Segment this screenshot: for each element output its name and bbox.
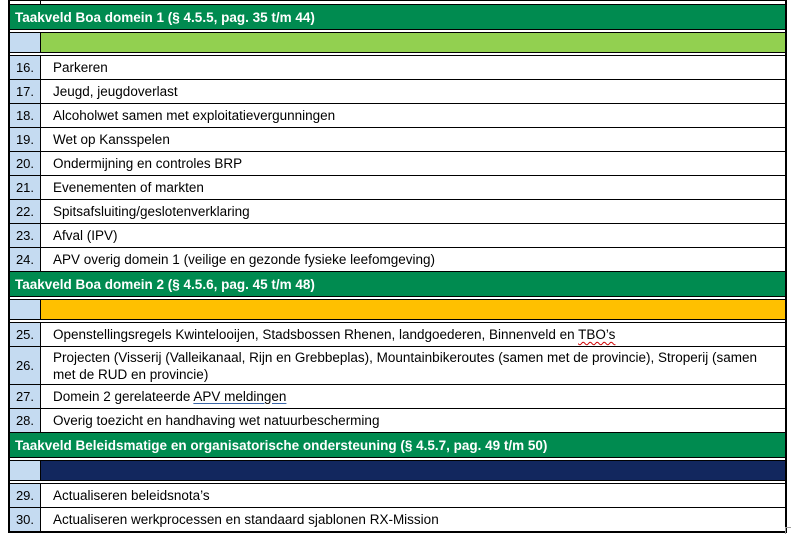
- row-number: 25.: [10, 323, 41, 346]
- row-number: 29.: [10, 484, 41, 507]
- spellcheck-underlined-word: TBO’s: [578, 327, 616, 342]
- table-row: [10, 507, 785, 531]
- row-text: Projecten (Visserij (Valleikanaal, Rijn en Grebbeplas), Mountainbikeroutes (samen met de provincie), Stroperij (samen met de RUD en provincie): [53, 349, 758, 382]
- row-number: 20.: [10, 152, 41, 175]
- table-row: [10, 408, 785, 432]
- row-number: 23.: [10, 224, 41, 247]
- row-text: Parkeren: [53, 60, 108, 75]
- band-color-cell-light-green: [41, 33, 785, 52]
- row-number: 16.: [10, 56, 41, 79]
- table-row: [10, 151, 785, 175]
- sliver-text-cell: [41, 1, 785, 4]
- row-text: Actualiseren werkprocessen en standaard sjablonen RX-Mission: [53, 512, 439, 527]
- row-text: Jeugd, jeugdoverlast: [53, 84, 178, 99]
- table-row: [10, 322, 785, 346]
- row-number: 21.: [10, 176, 41, 199]
- section-header-label: Taakveld Beleidsmatige en organisatorische ondersteuning (§ 4.5.7, pag. 49 t/m 50): [15, 437, 548, 453]
- row-number: 30.: [10, 508, 41, 531]
- band-color-cell-navy: [41, 461, 785, 480]
- taakveld-table: [8, 0, 787, 533]
- section-header-boa-domein-2: [10, 271, 785, 297]
- table-row: [10, 247, 785, 271]
- row-number: 27.: [10, 385, 41, 408]
- band-row-ondersteuning: [10, 460, 785, 481]
- row-text: Wet op Kansspelen: [53, 132, 170, 147]
- table-row: [10, 103, 785, 127]
- table-row: [10, 79, 785, 103]
- row-number: 28.: [10, 409, 41, 432]
- row-text: Afval (IPV): [53, 228, 118, 243]
- table-row: [10, 175, 785, 199]
- row-text: Evenementen of markten: [53, 180, 204, 195]
- band-number-cell: [10, 33, 41, 52]
- row-text: Spitsafsluiting/geslotenverklaring: [53, 204, 250, 219]
- section-header-label: Taakveld Boa domein 1 (§ 4.5.5, pag. 35 t/m 44): [15, 9, 315, 25]
- band-color-cell-gold: [41, 300, 785, 319]
- row-text: Alcoholwet samen met exploitatievergunningen: [53, 108, 336, 123]
- section-header-beleidsmatige-ondersteuning: [10, 432, 785, 458]
- apv-meldingen-link[interactable]: APV meldingen: [193, 389, 287, 404]
- row-number: 26.: [10, 347, 41, 384]
- band-number-cell: [10, 461, 41, 480]
- row-text: Actualiseren beleidsnota’s: [53, 488, 210, 503]
- table-row: [10, 55, 785, 79]
- row-number: 17.: [10, 80, 41, 103]
- row-text: Overig toezicht en handhaving wet natuurbescherming: [53, 413, 380, 428]
- row-number: 24.: [10, 248, 41, 271]
- section-header-boa-domein-1: [10, 4, 785, 30]
- row-number: 19.: [10, 128, 41, 151]
- sliver-number-cell: [10, 1, 41, 4]
- row-text: Domein 2 gerelateerde APV meldingen: [53, 389, 287, 404]
- table-row: [10, 483, 785, 507]
- band-number-cell: [10, 300, 41, 319]
- row-number: 18.: [10, 104, 41, 127]
- table-row: [10, 199, 785, 223]
- row-text: Ondermijning en controles BRP: [53, 156, 243, 171]
- row-number: 22.: [10, 200, 41, 223]
- row-text: Openstellingsregels Kwintelooijen, Stadsbossen Rhenen, landgoederen, Binnenveld en TBO’s: [53, 327, 616, 342]
- band-row-domein-2: [10, 299, 785, 320]
- band-row-domein-1: [10, 32, 785, 53]
- section-header-label: Taakveld Boa domein 2 (§ 4.5.6, pag. 45 t/m 48): [15, 276, 315, 292]
- next-table-corner-mark: [785, 527, 791, 534]
- table-row: [10, 127, 785, 151]
- table-row: [10, 346, 785, 384]
- table-row: [10, 384, 785, 408]
- row-text: APV overig domein 1 (veilige en gezonde fysieke leefomgeving): [53, 252, 435, 267]
- table-row: [10, 223, 785, 247]
- previous-row-sliver: [10, 0, 785, 4]
